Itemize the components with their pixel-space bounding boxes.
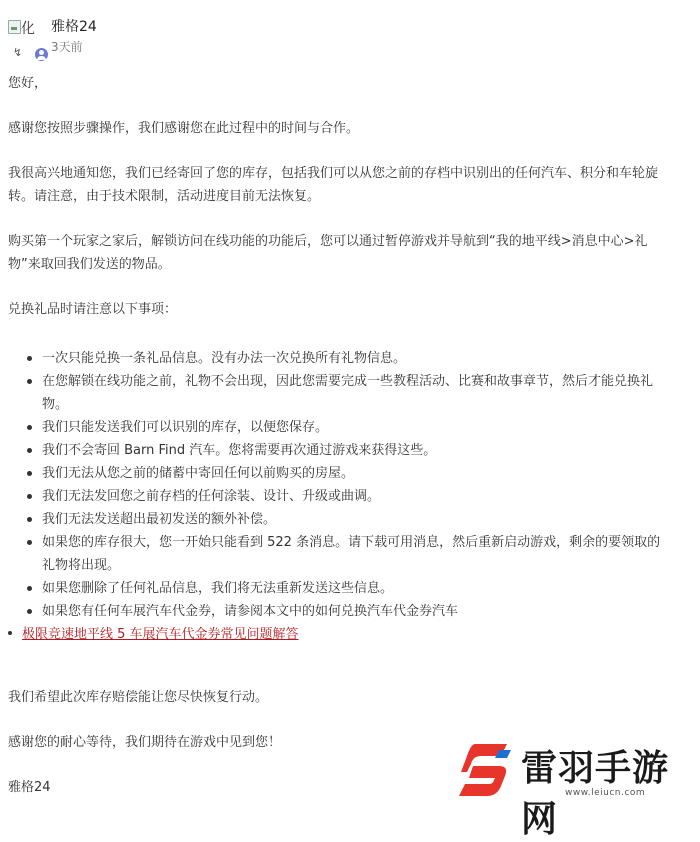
faq-link[interactable]: 极限竞速地平线 5 车展汽车代金券常见问题解答 <box>8 627 299 642</box>
brand-url: www.leiucn.com <box>565 788 646 798</box>
avatar-alt-text: 化 <box>21 21 35 37</box>
faq-link-row <box>8 623 680 646</box>
list-item: 我们无法发回您之前存档的任何涂装、设计、升级或曲调。 <box>42 485 680 508</box>
user-badge-icon <box>35 48 48 61</box>
list-item: 我们无法从您之前的储蓄中寄回任何以前购买的房屋。 <box>42 462 680 485</box>
brand-name: 雷羽手游网 <box>521 748 670 840</box>
list-item: 在您解锁在线功能之前，礼物不会出现，因此您需要完成一些教程活动、比赛和故事章节，然后才能兑换礼物。 <box>42 370 680 416</box>
post-time: 3天前 <box>51 40 83 54</box>
broken-image-icon <box>8 20 21 34</box>
list-item: 我们只能发送我们可以识别的库存，以便您保存。 <box>42 416 680 439</box>
hope-paragraph: 我们希望此次库存赔偿能让您尽快恢复行动。 <box>8 690 269 705</box>
thanks-paragraph: 感谢您按照步骤操作，我们感谢您在此过程中的时间与合作。 <box>8 121 360 136</box>
small-status-icon: ↯ <box>13 46 23 59</box>
list-item: 如果您删除了任何礼品信息，我们将无法重新发送这些信息。 <box>42 577 680 600</box>
list-item: 我们不会寄回 Barn Find 汽车。您将需要再次通过游戏来获得这些。 <box>42 439 680 462</box>
list-item: 如果您有任何车展汽车代金券，请参阅本文中的如何兑换汽车代金券汽车 <box>42 600 680 623</box>
author-name[interactable]: 雅格24 <box>51 19 97 35</box>
list-item: 我们无法发送超出最初发送的额外补偿。 <box>42 508 680 531</box>
greeting: 您好， <box>8 76 48 91</box>
list-item: 如果您的库存很大，您一开始只能看到 522 条消息。请下载可用消息，然后重新启动游戏，剩余的要领取的礼物将出现。 <box>42 531 680 577</box>
how-to-claim-paragraph: 购买第一个玩家之家后，解锁访问在线功能的功能后，您可以通过暂停游戏并导航到“我的地平线>消息中心>礼物”来取回我们发送的物品。 <box>8 234 648 272</box>
site-watermark <box>455 738 695 840</box>
site-logo-icon <box>455 738 517 800</box>
avatar[interactable] <box>8 18 48 58</box>
closing-paragraph: 感谢您的耐心等待，我们期待在游戏中见到您！ <box>8 735 282 750</box>
restore-notice-paragraph: 我很高兴地通知您，我们已经寄回了您的库存，包括我们可以从您之前的存档中识别出的任何汽车、积分和车轮旋转。请注意，由于技术限制，活动进度目前无法恢复。 <box>8 166 659 204</box>
notes-heading: 兑换礼品时请注意以下事项： <box>8 302 178 317</box>
signature: 雅格24 <box>8 780 51 795</box>
message-body <box>8 72 680 799</box>
message-header <box>4 10 694 58</box>
list-item: 一次只能兑换一条礼品信息。没有办法一次兑换所有礼物信息。 <box>42 347 680 370</box>
notes-list <box>8 347 680 623</box>
